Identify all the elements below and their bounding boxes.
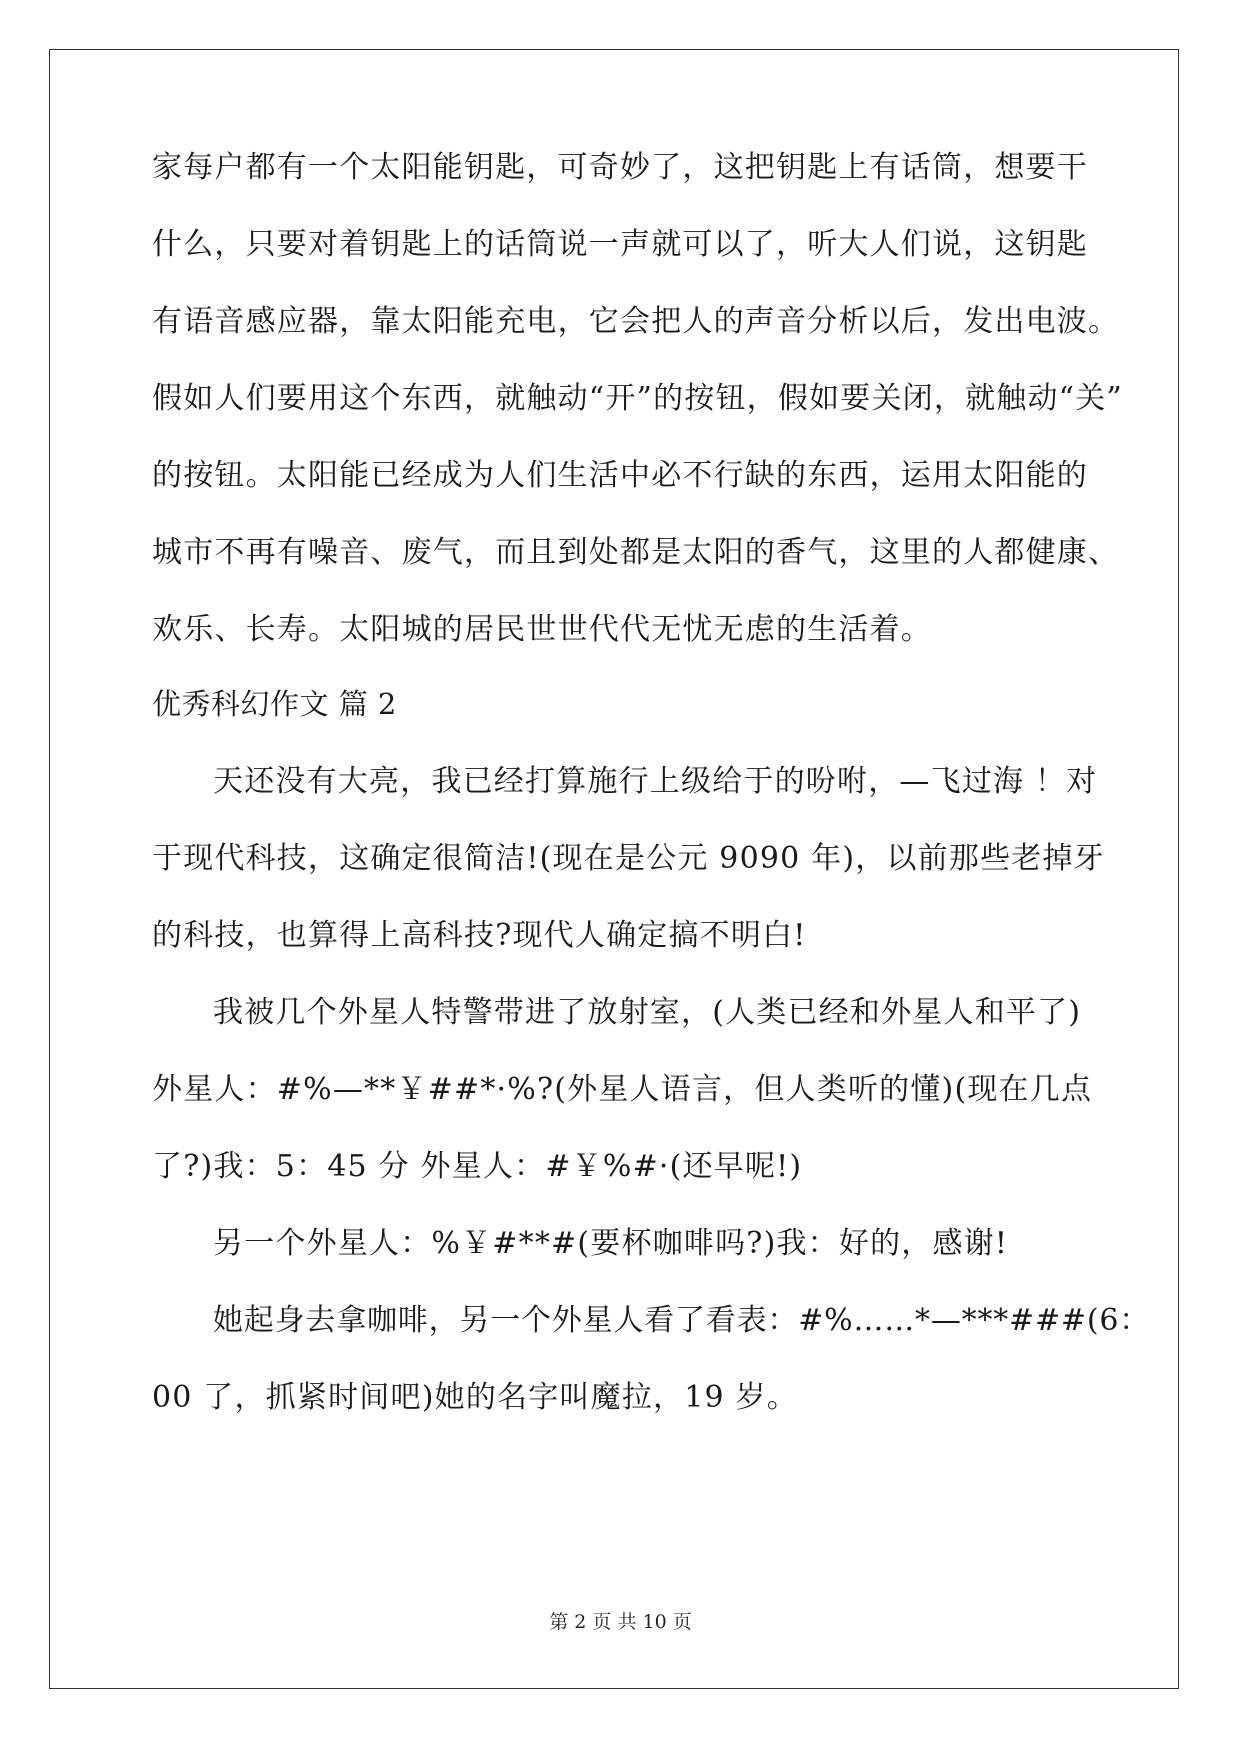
paragraph-line: 我被几个外星人特警带进了放射室，(人类已经和外星人和平了) (213, 995, 1082, 1030)
paragraph-line: 欢乐、长寿。太阳城的居民世世代代无忧无虑的生活着。 (152, 612, 932, 647)
paragraph-line: 了?)我：5：45 分 外星人：#￥%#·(还早呢!) (152, 1149, 803, 1184)
paragraph-line: 家每户都有一个太阳能钥匙，可奇妙了，这把钥匙上有话筒，想要干 (152, 150, 1088, 185)
paragraph-line: 外星人：#%—**￥##*·%?(外星人语言，但人类听的懂)(现在几点 (152, 1072, 1093, 1107)
paragraph-line: 她起身去拿咖啡，另一个外星人看了看表：#%……*—***###(6： (213, 1303, 1151, 1338)
section-heading: 优秀科幻作文 篇 2 (152, 687, 397, 721)
paragraph-line: 的科技，也算得上高科技?现代人确定搞不明白! (152, 918, 807, 953)
paragraph-line: 于现代科技，这确定很简洁!(现在是公元 9090 年)，以前那些老掉牙 (152, 841, 1105, 876)
paragraph-line: 的按钮。太阳能已经成为人们生活中必不行缺的东西，运用太阳能的 (152, 458, 1088, 493)
paragraph-line: 城市不再有噪音、废气，而且到处都是太阳的香气，这里的人都健康、 (152, 535, 1120, 570)
page-number-footer: 第 2 页 共 10 页 (549, 1611, 692, 1633)
paragraph-line: 什么，只要对着钥匙上的话筒说一声就可以了，听大人们说，这钥匙 (152, 227, 1088, 262)
paragraph-line: 天还没有大亮，我已经打算施行上级给于的吩咐，—飞过海 ！对 (213, 764, 1098, 799)
paragraph-line: 假如人们要用这个东西，就触动“开”的按钮，假如要关闭，就触动“关” (152, 381, 1123, 416)
paragraph-line: 另一个外星人：%￥#**#(要杯咖啡吗?)我：好的，感谢! (213, 1226, 1009, 1261)
paragraph-line: 00 了，抓紧时间吧)她的名字叫魔拉，19 岁。 (152, 1380, 798, 1415)
paragraph-line: 有语音感应器，靠太阳能充电，它会把人的声音分析以后，发出电波。 (152, 304, 1120, 339)
